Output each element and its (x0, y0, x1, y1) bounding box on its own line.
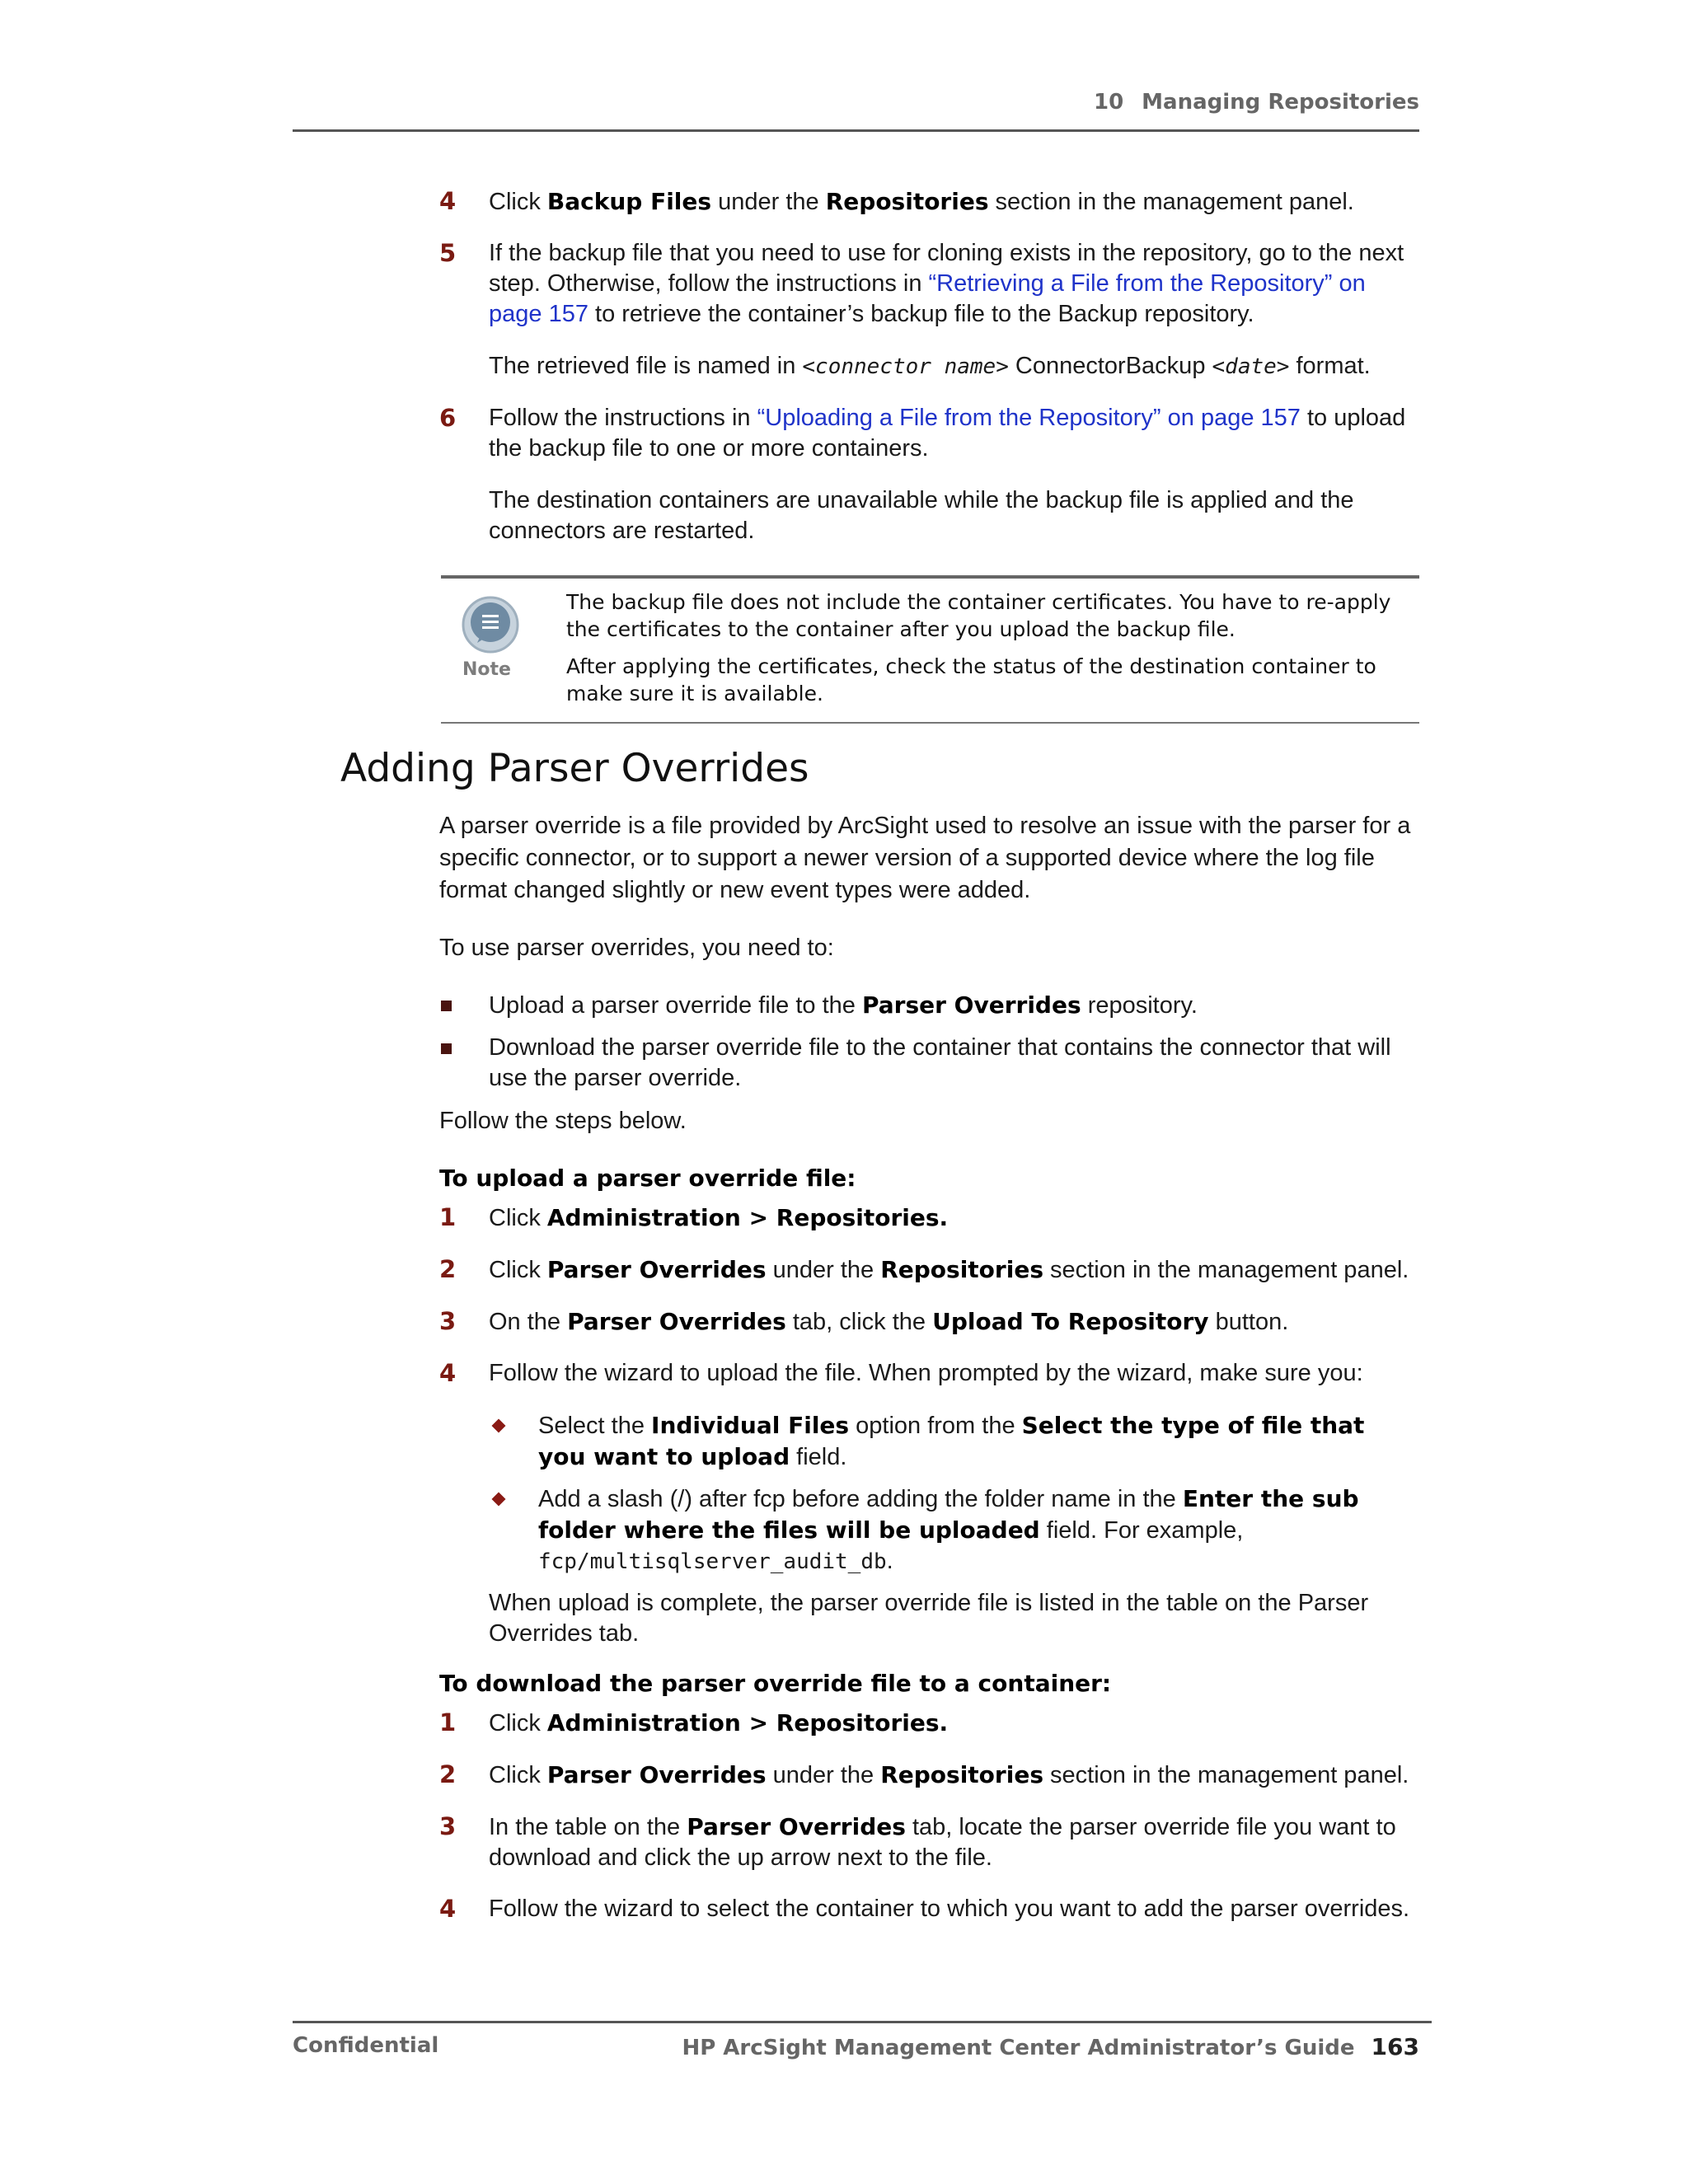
step-number: 1 (439, 1708, 457, 1736)
to-use-paragraph (293, 933, 1419, 963)
text: format. (1289, 353, 1371, 379)
step-number: 5 (439, 239, 457, 267)
bold-term: Parser Overrides (546, 1256, 767, 1283)
step-number: 4 (439, 1895, 457, 1923)
download-step-3 (293, 1811, 1419, 1873)
code-connector-name: <connector name> (802, 354, 1009, 379)
chapter-title: Managing Repositories (1142, 90, 1419, 115)
page-number: 163 (1371, 2033, 1419, 2060)
bold-term: Select the type of file that you want to upload (538, 1412, 1365, 1470)
text: Follow the wizard to select the container to which you want to add the parser overrides. (489, 1896, 1410, 1922)
text: field. (790, 1444, 847, 1470)
step-number: 1 (439, 1203, 457, 1231)
text: In the table on the (489, 1814, 687, 1840)
retrieving-file-link[interactable]: “Retrieving a File from the Repository” on page 157 (489, 270, 1366, 327)
bold-term: Parser Overrides (567, 1308, 786, 1335)
note-paragraph-2: After applying the certificates, check the status of the destination container to make sure it is available. (566, 654, 1376, 705)
bold-term: Repositories (825, 188, 989, 215)
bold-term: Enter the sub folder where the files will be uploaded (538, 1485, 1359, 1544)
uploading-file-link[interactable]: “Uploading a File from the Repository” on page 157 (757, 405, 1301, 431)
text: to upload the backup file to one or more containers. (489, 405, 1406, 462)
step-number: 4 (439, 1359, 457, 1387)
text: On the (489, 1309, 568, 1335)
note-icon (459, 595, 522, 658)
text: . (886, 1548, 893, 1574)
note-paragraph-1: The backup file does not include the container certificates. You have to re-apply the certificates to the container after you upload the backup file. (566, 590, 1391, 641)
upload-substep-1 (293, 1410, 1419, 1473)
step-number: 2 (439, 1760, 457, 1788)
running-footer (293, 2021, 1432, 2060)
text: option from the (849, 1413, 1022, 1439)
destination-text: The destination containers are unavailable while the backup file is applied and the connectors are restarted. (489, 487, 1354, 544)
text: Add a slash (/) after fcp before adding the folder name in the (538, 1486, 1183, 1512)
bold-term: Upload To Repository (932, 1308, 1209, 1335)
text: Click (489, 1762, 547, 1788)
text: tab, locate the parser override file you want to download and click the up arrow next to the file. (489, 1814, 1396, 1871)
upload-procedure-title (293, 1165, 1419, 1192)
follow-paragraph (293, 1106, 1419, 1137)
text: repository. (1081, 992, 1198, 1019)
code-date: <date> (1212, 354, 1290, 379)
header-text (1094, 90, 1419, 115)
chapter-number: 10 (1093, 90, 1124, 115)
bullet-square-icon (441, 1001, 452, 1011)
bold-term: Administration > Repositories. (546, 1204, 949, 1231)
text: Follow the instructions in (489, 405, 757, 431)
note-box (441, 575, 1419, 724)
footer-guide-title: HP ArcSight Management Center Administrator’s Guide (682, 2036, 1355, 2060)
text: Follow the wizard to upload the file. When prompted by the wizard, make sure you: (489, 1360, 1363, 1386)
code-folder-example: fcp/multisqlserver_audit_db (538, 1549, 887, 1574)
text: The retrieved file is named in (489, 353, 803, 379)
upload-step-4 (293, 1358, 1419, 1389)
text: Click (489, 1710, 547, 1736)
text: section in the management panel. (1043, 1762, 1409, 1788)
step-number: 2 (439, 1255, 457, 1283)
upload-complete-paragraph (293, 1588, 1419, 1649)
bold-term: Administration > Repositories. (546, 1709, 949, 1736)
procedure-title: To download the parser override file to a container: (439, 1670, 1112, 1697)
retrieved-file-paragraph (293, 351, 1419, 382)
text: section in the management panel. (988, 189, 1354, 215)
bold-term: Backup Files (546, 188, 712, 215)
step-number: 6 (439, 404, 457, 432)
text: Select the (538, 1413, 652, 1439)
text: field. For example, (1039, 1517, 1244, 1544)
bold-term: Parser Overrides (546, 1761, 767, 1788)
text: If the backup file that you need to use for cloning exists in the repository, go to the next step. Otherwise, follow the instructions in (489, 240, 1404, 297)
download-step-1 (293, 1708, 1419, 1739)
step-4-top (293, 186, 1419, 218)
footer-guide (682, 2033, 1419, 2060)
text: under the (766, 1257, 881, 1283)
text: Click (489, 1257, 547, 1283)
upload-substep-2 (293, 1483, 1419, 1577)
upload-step-1 (293, 1202, 1419, 1234)
bullet-upload (293, 990, 1419, 1021)
note-label: Note (462, 659, 511, 680)
download-step-4 (293, 1894, 1419, 1924)
step-5-top (293, 238, 1419, 330)
bold-term: Parser Overrides (687, 1813, 906, 1840)
bullet-download (293, 1033, 1419, 1094)
intro-paragraph (293, 810, 1419, 907)
destination-paragraph (293, 485, 1419, 546)
step-number: 3 (439, 1307, 457, 1335)
bullet-square-icon (441, 1043, 452, 1054)
download-procedure-title (293, 1670, 1419, 1697)
running-header (293, 87, 1419, 132)
text: ConnectorBackup (1008, 353, 1212, 379)
footer-confidential: Confidential (293, 2033, 439, 2058)
intro-text: A parser override is a file provided by ArcSight used to resolve an issue with the parser for a specific connector, or to support a newer version of a supported device where the log file format changed slightly or new event types were added. (439, 813, 1411, 903)
text: under the (711, 189, 826, 215)
text: to retrieve the container’s backup file to the Backup repository. (588, 301, 1254, 327)
download-step-2 (293, 1760, 1419, 1791)
bold-term: Repositories (880, 1256, 1043, 1283)
procedure-title: To upload a parser override file: (439, 1165, 856, 1192)
upload-complete-text: When upload is complete, the parser override file is listed in the table on the Parser Overrides tab. (489, 1590, 1369, 1647)
diamond-bullet-icon (492, 1419, 506, 1433)
note-text (566, 588, 1407, 717)
step-6-top (293, 403, 1419, 464)
text: Click (489, 189, 547, 215)
step-number: 3 (439, 1812, 457, 1840)
text: tab, click the (785, 1309, 933, 1335)
bold-term: Repositories (880, 1761, 1043, 1788)
text: button. (1208, 1309, 1289, 1335)
upload-step-3 (293, 1306, 1419, 1338)
text: section in the management panel. (1043, 1257, 1409, 1283)
text: under the (766, 1762, 881, 1788)
upload-step-2 (293, 1254, 1419, 1286)
follow-text: Follow the steps below. (439, 1108, 687, 1134)
diamond-bullet-icon (492, 1493, 506, 1507)
bold-term: Parser Overrides (861, 991, 1081, 1019)
bold-term: Individual Files (651, 1412, 850, 1439)
to-use-text: To use parser overrides, you need to: (439, 935, 834, 961)
step-number: 4 (439, 187, 457, 215)
text: Click (489, 1205, 547, 1231)
section-heading: Adding Parser Overrides (340, 746, 809, 791)
text: Upload a parser override file to the (489, 992, 862, 1019)
text: Download the parser override file to the container that contains the connector that will use the parser override. (489, 1034, 1391, 1091)
